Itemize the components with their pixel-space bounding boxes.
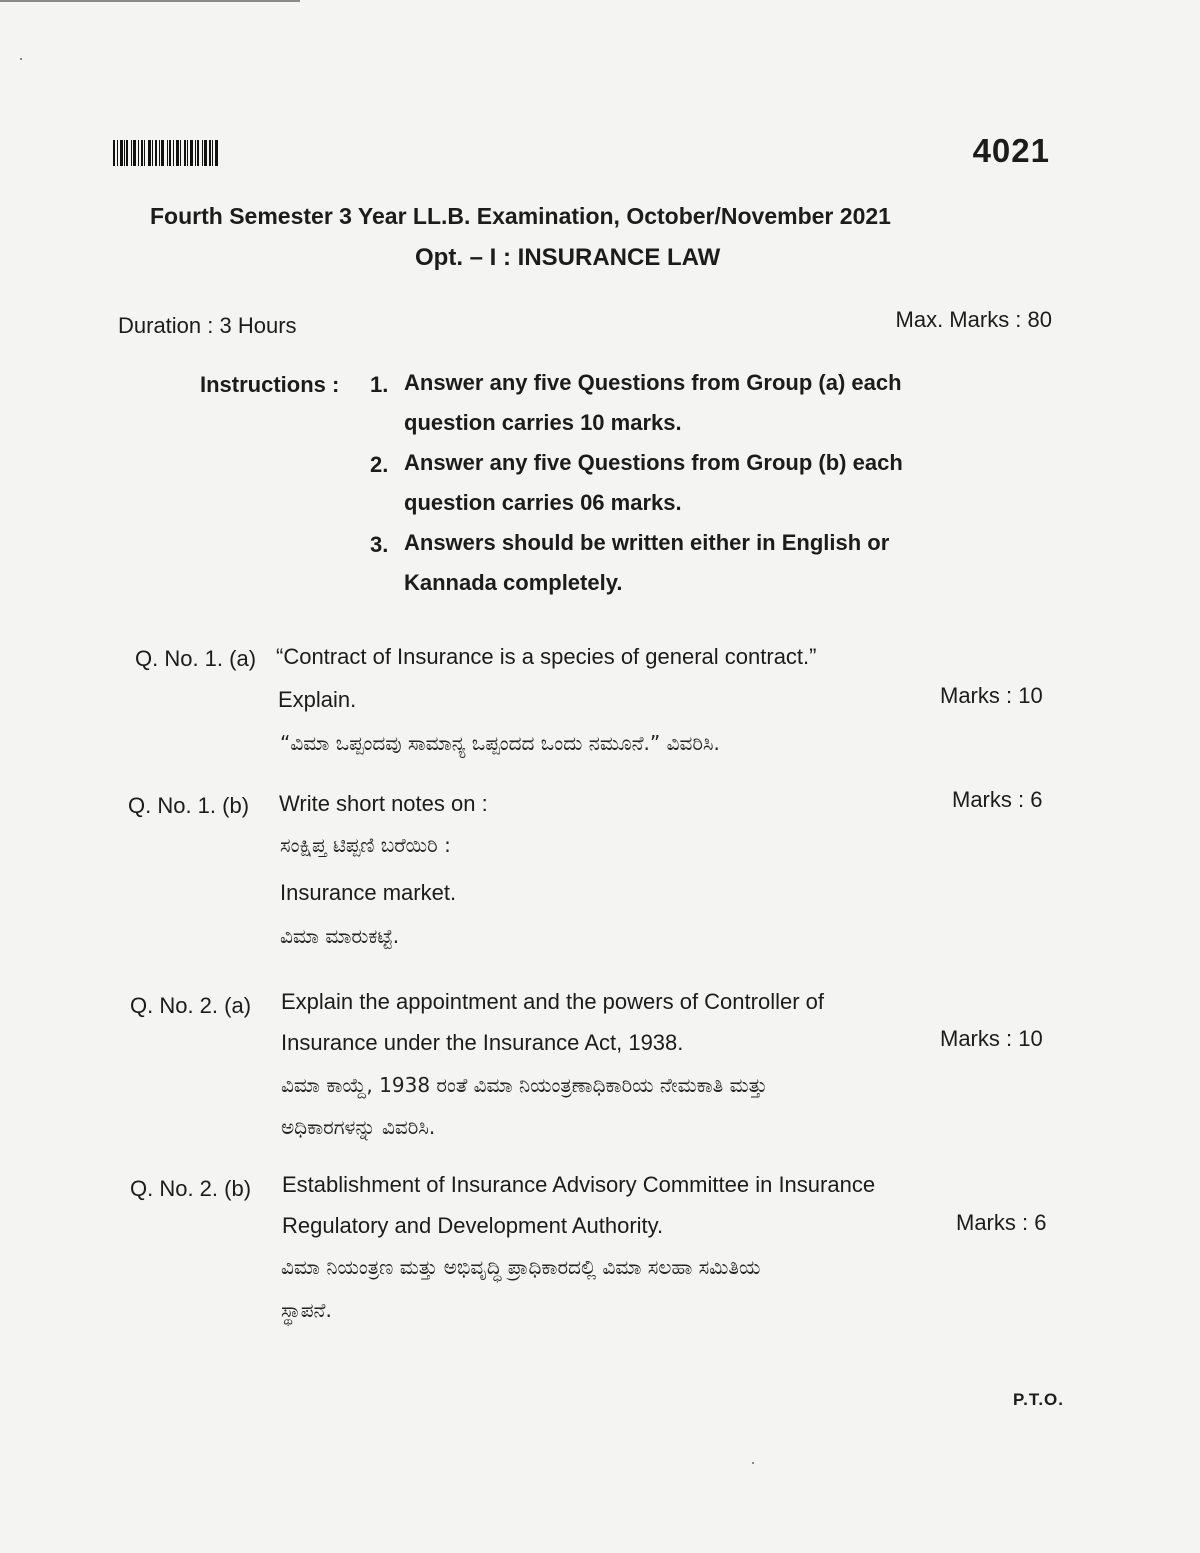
question-label: Q. No. 2. (a): [130, 993, 252, 1018]
question-marks: Marks : 6: [952, 787, 1043, 812]
question-text-kn: “ವಿಮಾ ಒಪ್ಪಂದವು ಸಾಮಾನ್ಯ ಒಪ್ಪಂದದ ಒಂದು ನಮೂನೆ.” ವಿವರಿಸಿ.: [280, 731, 720, 755]
question-text-en: “Contract of Insurance is a species of general contract.”: [276, 644, 817, 669]
question-text-en: Establishment of Insurance Advisory Committee in Insurance: [282, 1172, 876, 1197]
question-text-en: Write short notes on :: [279, 791, 488, 816]
paper-code: 4021: [972, 132, 1050, 169]
barcode-image: [113, 140, 243, 166]
question-text-kn: ವಿಮಾ ನಿಯಂತ್ರಣ ಮತ್ತು ಅಭಿವೃದ್ಧಿ ಪ್ರಾಧಿಕಾರದಲ್ಲಿ ವಿಮಾ ಸಲಹಾ ಸಮಿತಿಯ: [281, 1255, 761, 1279]
question-text-en: Regulatory and Development Authority.: [282, 1213, 664, 1238]
question-text-en: Insurance under the Insurance Act, 1938.: [281, 1030, 684, 1055]
question-text-kn: ಸ್ಥಾಪನೆ.: [281, 1298, 332, 1322]
question-label: Q. No. 1. (b): [128, 793, 250, 818]
question-text-en: Insurance market.: [280, 880, 457, 905]
question-marks: Marks : 10: [940, 683, 1043, 708]
question-label: Q. No. 2. (b): [130, 1176, 252, 1201]
instruction-text: Answer any five Questions from Group (a) each question carries 10 marks.: [404, 370, 902, 435]
duration-label: Duration : 3 Hours: [118, 313, 297, 338]
paper-title: Opt. – I : INSURANCE LAW: [415, 244, 721, 271]
question-text-en: Explain the appointment and the powers of Controller of: [281, 989, 824, 1014]
pto-label: P.T.O.: [1012, 1390, 1064, 1409]
instructions-label: Instructions :: [200, 372, 340, 397]
question-marks: Marks : 10: [940, 1026, 1043, 1051]
question-text-kn: ವಿಮಾ ಕಾಯ್ದೆ, 1938 ರಂತೆ ವಿಮಾ ನಿಯಂತ್ರಣಾಧಿಕಾರಿಯ ನೇಮಕಾತಿ ಮತ್ತು: [281, 1073, 768, 1097]
instruction-number: 2.: [370, 452, 389, 477]
question-text-kn: ವಿಮಾ ಮಾರುಕಟ್ಟೆ.: [280, 924, 400, 948]
instruction-number: 1.: [370, 372, 389, 397]
scan-speck: [20, 58, 22, 60]
instruction-text: Answers should be written either in English or Kannada completely.: [404, 530, 890, 595]
max-marks-label: Max. Marks : 80: [895, 307, 1052, 332]
instruction-text: Answer any five Questions from Group (b) each question carries 06 marks.: [404, 450, 903, 515]
question-text-kn: ಅಧಿಕಾರಗಳನ್ನು ವಿವರಿಸಿ.: [281, 1115, 436, 1139]
question-label: Q. No. 1. (a): [135, 646, 257, 671]
question-marks: Marks : 6: [956, 1210, 1047, 1235]
instruction-number: 3.: [370, 532, 389, 557]
exam-title: Fourth Semester 3 Year LL.B. Examination, October/November 2021: [150, 203, 891, 229]
scan-speck: [752, 1462, 754, 1464]
question-text-kn: ಸಂಕ್ಷಿಪ್ತ ಟಿಪ್ಪಣಿ ಬರೆಯಿರಿ :: [280, 833, 451, 857]
question-text-en: Explain.: [278, 687, 357, 712]
